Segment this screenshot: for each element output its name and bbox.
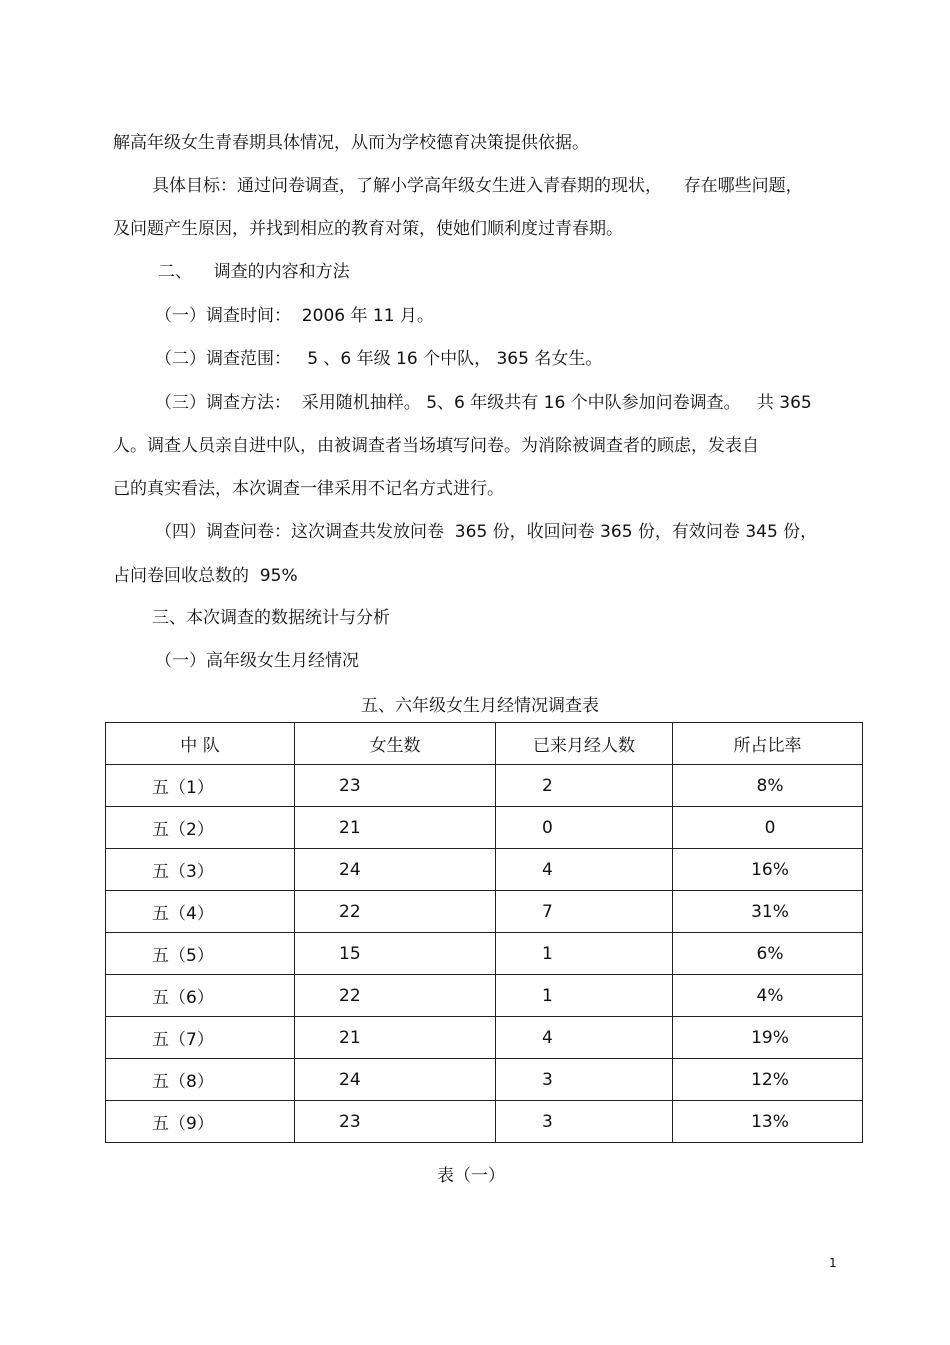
table-cell: 15 xyxy=(295,933,496,975)
table-cell: 24 xyxy=(295,1059,496,1101)
paragraph-line: （三）调查方法： 采用随机抽样。 5、6 年级共有 16 个中队参加问卷调查。 共 365 xyxy=(155,393,812,413)
table-cell: 五（1） xyxy=(106,765,295,807)
table-cell: 13% xyxy=(673,1101,863,1143)
table-cell: 五（2） xyxy=(106,807,295,849)
table-cell: 24 xyxy=(295,849,496,891)
table-row xyxy=(106,849,863,891)
column-header: 已来月经人数 xyxy=(496,723,673,765)
table-cell: 五（3） xyxy=(106,849,295,891)
table-row xyxy=(106,975,863,1017)
column-header: 所占比率 xyxy=(673,723,863,765)
column-header: 中 队 xyxy=(106,723,295,765)
table-cell: 五（7） xyxy=(106,1017,295,1059)
table-row xyxy=(106,1017,863,1059)
table-cell: 五（9） xyxy=(106,1101,295,1143)
table-cell: 1 xyxy=(496,933,673,975)
paragraph-line: （二）调查范围： 5 、6 年级 16 个中队， 365 名女生。 xyxy=(155,349,603,369)
table-cell: 6% xyxy=(673,933,863,975)
paragraph-line: （四）调查问卷：这次调查共发放问卷 365 份，收回问卷 365 份，有效问卷 345 份， xyxy=(155,522,818,542)
section-heading: 二、 调查的内容和方法 xyxy=(158,262,350,282)
table-cell: 22 xyxy=(295,975,496,1017)
table-cell: 31% xyxy=(673,891,863,933)
paragraph-line: 解高年级女生青春期具体情况，从而为学校德育决策提供依据。 xyxy=(113,133,589,153)
table-row xyxy=(106,933,863,975)
table-cell: 4% xyxy=(673,975,863,1017)
table-cell: 23 xyxy=(295,1101,496,1143)
page-number: 1 xyxy=(829,1256,837,1270)
section-heading: 三、本次调查的数据统计与分析 xyxy=(152,608,390,628)
paragraph-line: 人。调查人员亲自进中队，由被调查者当场填写问卷。为消除被调查者的顾虑，发表自 xyxy=(113,436,759,456)
paragraph-line: 占问卷回收总数的 95% xyxy=(113,566,298,586)
table-cell: 22 xyxy=(295,891,496,933)
paragraph-line: 己的真实看法，本次调查一律采用不记名方式进行。 xyxy=(113,479,504,499)
table-row xyxy=(106,891,863,933)
paragraph-line: 及问题产生原因，并找到相应的教育对策，使她们顺利度过青春期。 xyxy=(113,219,623,239)
paragraph-line: （一）调查时间： 2006 年 11 月。 xyxy=(155,306,434,326)
subsection-heading: （一）高年级女生月经情况 xyxy=(155,651,359,671)
table-cell: 4 xyxy=(496,849,673,891)
table-title: 五、六年级女生月经情况调查表 xyxy=(361,696,599,716)
table-cell: 21 xyxy=(295,807,496,849)
table-cell: 21 xyxy=(295,1017,496,1059)
survey-table xyxy=(105,722,863,1143)
table-cell: 23 xyxy=(295,765,496,807)
table-cell: 19% xyxy=(673,1017,863,1059)
table-cell: 五（6） xyxy=(106,975,295,1017)
table-cell: 3 xyxy=(496,1101,673,1143)
table-cell: 0 xyxy=(496,807,673,849)
table-cell: 五（5） xyxy=(106,933,295,975)
table-cell: 2 xyxy=(496,765,673,807)
table-cell: 五（4） xyxy=(106,891,295,933)
table-row xyxy=(106,807,863,849)
column-header: 女生数 xyxy=(295,723,496,765)
table-cell: 五（8） xyxy=(106,1059,295,1101)
table-cell: 3 xyxy=(496,1059,673,1101)
table-cell: 0 xyxy=(673,807,863,849)
table-row xyxy=(106,1101,863,1143)
paragraph-line: 具体目标：通过问卷调查，了解小学高年级女生进入青春期的现状， 存在哪些问题， xyxy=(152,176,803,196)
table-cell: 1 xyxy=(496,975,673,1017)
table-cell: 8% xyxy=(673,765,863,807)
table-cell: 16% xyxy=(673,849,863,891)
table-caption: 表（一） xyxy=(437,1166,505,1186)
table-cell: 4 xyxy=(496,1017,673,1059)
table-cell: 7 xyxy=(496,891,673,933)
table-header-row xyxy=(106,723,863,765)
table-cell: 12% xyxy=(673,1059,863,1101)
table-row xyxy=(106,765,863,807)
table-row xyxy=(106,1059,863,1101)
